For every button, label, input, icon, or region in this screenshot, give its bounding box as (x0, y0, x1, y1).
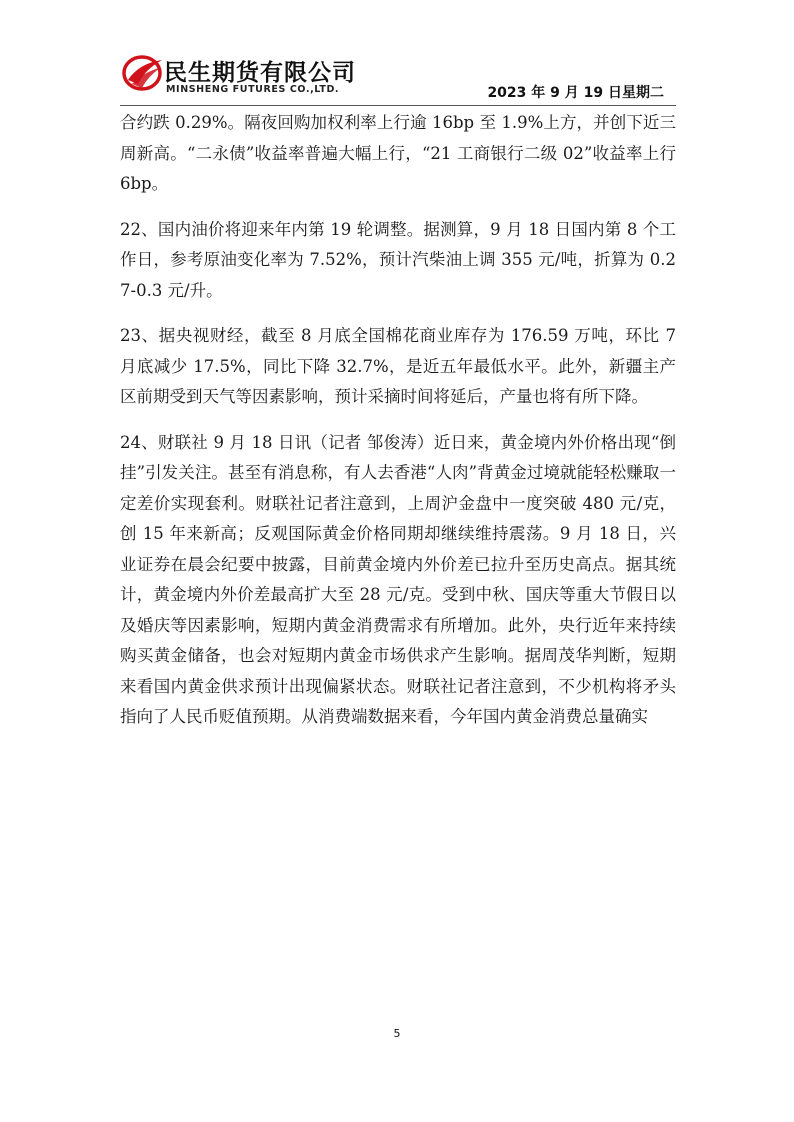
logo-english-name: MINSHENG FUTURES CO.,LTD. (166, 84, 340, 95)
paragraph-gold-price: 24、财联社 9 月 18 日讯（记者 邹俊涛）近日来，黄金境内外价格出现“倒挂”引发关注。甚至有消息称，有人去香港“人肉”背黄金过境就能轻松赚取一定差价实现套利。财联社记者注意到，上周沪金盘中一度突破 480 元/克，创 15 年来新高；反观国际黄金价格同期却继续维持震荡。9 月 18 日，兴业证券在晨会纪要中披露，目前黄金境内外价差已拉升至历史高点。据其统计，黄金境内外价差最高扩大至 28 元/克。受到中秋、国庆等重大节假日以及婚庆等因素影响，短期内黄金消费需求有所增加。此外，央行近年来持续购买黄金储备，也会对短期内黄金市场供求产生影响。据周茂华判断，短期来看国内黄金供求预计出现偏紧状态。财联社记者注意到，不少机构将矛头指向了人民币贬值预期。从消费端数据来看，今年国内黄金消费总量确实 (120, 432, 676, 726)
page-number: 5 (393, 1027, 401, 1040)
report-date: 2023 年 9 月 19 日星期二 (487, 85, 664, 101)
paragraph-cotton-inventory: 23、据央视财经，截至 8 月底全国棉花商业库存为 176.59 万吨，环比 7 月底减少 17.5%，同比下降 32.7%，是近五年最低水平。此外，新疆主产区前期受到天气等因素影响，预计采摘时间将延后，产量也将有所下降。 (120, 326, 676, 406)
paragraph-oil-price: 22、国内油价将迎来年内第 19 轮调整。据测算，9 月 18 日国内第 8 个工作日，参考原油变化率为 7.52%，预计汽柴油上调 355 元/吨，折算为 0.27-0.3 元/升。 (120, 219, 676, 300)
paragraph-bond-yields: 合约跌 0.29%。隔夜回购加权利率上行逾 16bp 至 1.9%上方，并创下近三周新高。“二永债”收益率普遍大幅上行，“21 工商银行二级 02”收益率上行 6bp。 (120, 113, 676, 193)
page-header (0, 0, 794, 110)
company-logo (122, 52, 382, 102)
logo-chinese-name: 民生期货有限公司 (164, 60, 356, 86)
header-divider (120, 105, 676, 106)
minsheng-logo-icon (122, 54, 164, 92)
document-body (120, 108, 676, 748)
